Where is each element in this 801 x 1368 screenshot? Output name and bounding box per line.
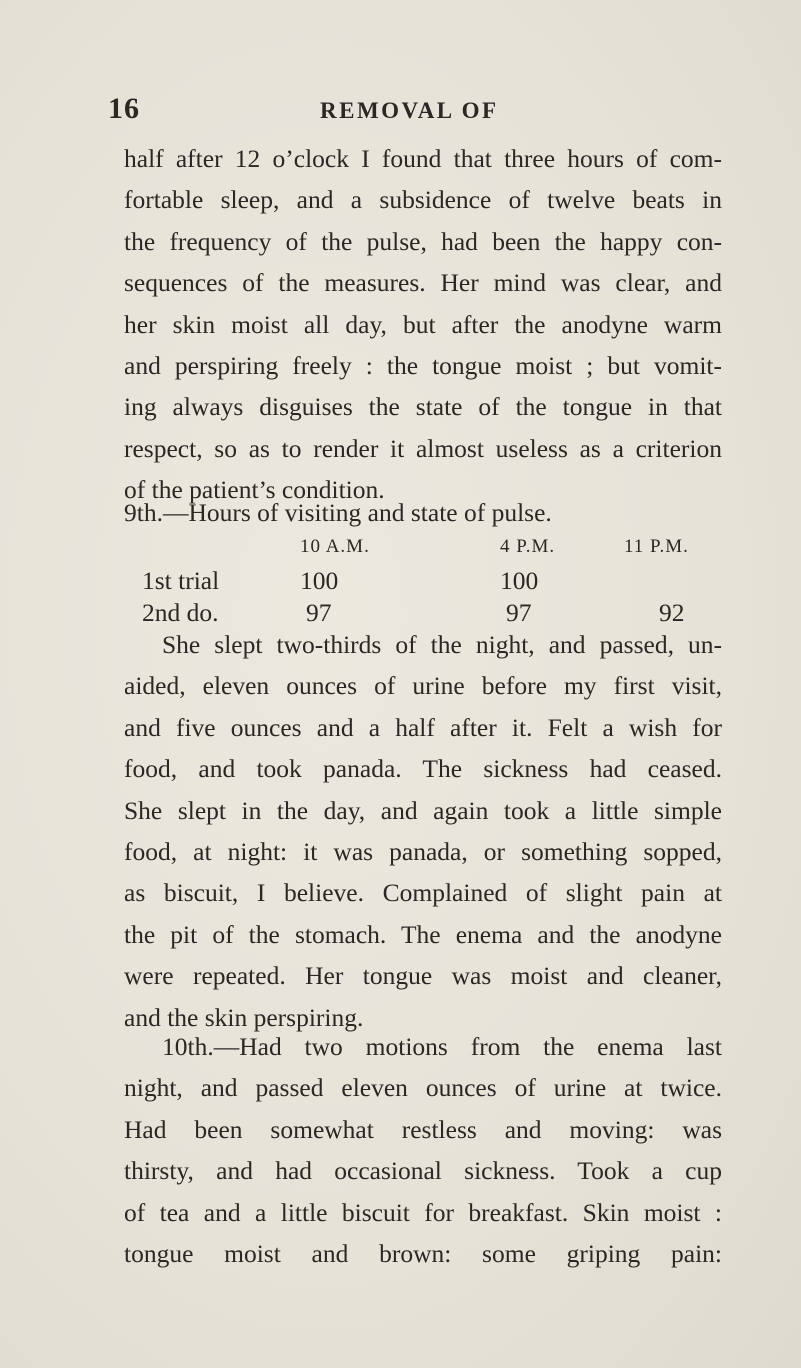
paragraph-9th-body [124, 624, 722, 1038]
column-header: 10 A.M. [300, 536, 370, 557]
row-label: 2nd do. [142, 598, 219, 627]
paragraph-continued [124, 138, 722, 511]
table-cell: 100 [300, 566, 339, 595]
text-line: tongue moist and brown: some griping pain: [124, 1239, 722, 1269]
text-line: She slept two-thirds of the night, and passed, un- [162, 630, 722, 659]
pulse-table-row [124, 566, 722, 602]
table-cell: 92 [659, 598, 685, 627]
page-number: 16 [108, 92, 140, 125]
paragraph-9th-heading [124, 492, 722, 533]
text-line: fortable sleep, and a subsidence of twelve beats in [124, 185, 722, 215]
text-line: thirsty, and had occasional sickness. Took a cup [124, 1156, 722, 1186]
text-line: were repeated. Her tongue was moist and cleaner, [124, 961, 722, 991]
text-line: the pit of the stomach. The enema and the anodyne [124, 919, 722, 949]
text-line: of tea and a little biscuit for breakfast. Skin moist : [124, 1197, 722, 1227]
text-line: of the patient’s condition. [124, 475, 385, 505]
column-header: 4 P.M. [500, 536, 556, 557]
text-line: and perspiring freely : the tongue moist ; but vomit- [124, 351, 722, 381]
text-line: food, at night: it was panada, or something sopped, [124, 837, 722, 867]
text-line: 10th.—Had two motions from the enema last [162, 1032, 722, 1061]
text-line: aided, eleven ounces of urine before my first visit, [124, 671, 722, 701]
text-line: as biscuit, I believe. Complained of slight pain at [124, 878, 722, 908]
text-line: ing always disguises the state of the tongue in that [124, 392, 722, 422]
text-line: She slept in the day, and again took a little simple [124, 795, 722, 825]
text-line: night, and passed eleven ounces of urine at twice. [124, 1073, 722, 1103]
paragraph-10th [124, 1026, 722, 1274]
table-cell: 100 [500, 566, 539, 595]
table-cell: 97 [306, 598, 332, 627]
column-header: 11 P.M. [624, 536, 689, 557]
row-label: 1st trial [142, 566, 220, 595]
text-line: sequences of the measures. Her mind was clear, and [124, 268, 722, 298]
text-line: 9th.—Hours of visiting and state of pulse. [124, 498, 552, 527]
page-header [108, 92, 728, 132]
running-head: REMOVAL OF [320, 98, 499, 123]
text-line: food, and took panada. The sickness had ceased. [124, 754, 722, 784]
text-line: half after 12 o’clock I found that three hours of com- [124, 144, 722, 173]
text-line: her skin moist all day, but after the anodyne warm [124, 309, 722, 339]
text-line: and the skin perspiring. [124, 1002, 364, 1032]
text-line: Had been somewhat restless and moving: was [124, 1114, 722, 1144]
table-cell: 97 [506, 598, 532, 627]
text-line: and five ounces and a half after it. Felt a wish for [124, 712, 722, 742]
text-line: the frequency of the pulse, had been the happy con- [124, 226, 722, 256]
text-line: respect, so as to render it almost useless as a criterion [124, 433, 722, 463]
